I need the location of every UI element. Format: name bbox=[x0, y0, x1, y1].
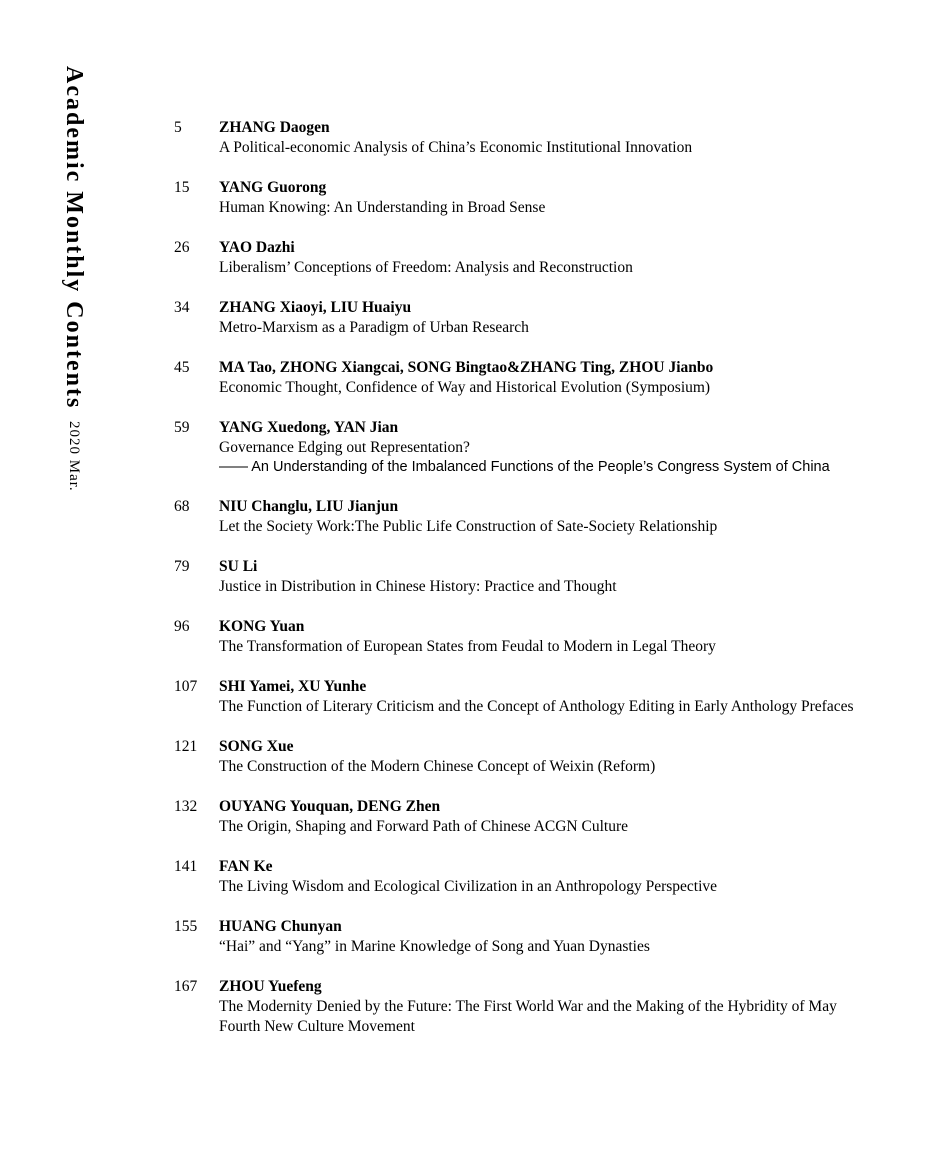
entry-title: The Construction of the Modern Chinese Concept of Weixin (Reform) bbox=[219, 758, 656, 775]
entry-title: Let the Society Work:The Public Life Construction of Sate-Society Relationship bbox=[219, 518, 718, 535]
entry-authors: FAN Ke bbox=[219, 858, 273, 875]
entry-authors: OUYANG Youquan, DENG Zhen bbox=[219, 798, 441, 815]
entry-title: Governance Edging out Representation? bbox=[219, 439, 470, 456]
journal-title: Academic Monthly Contents bbox=[61, 66, 87, 410]
entry-body bbox=[219, 857, 866, 897]
entry-title: The Transformation of European States from Feudal to Modern in Legal Theory bbox=[219, 638, 716, 655]
entry-authors: YAO Dazhi bbox=[219, 239, 295, 256]
entry-authors: SU Li bbox=[219, 558, 258, 575]
page-number: 141 bbox=[174, 858, 198, 875]
toc-entry bbox=[174, 857, 866, 897]
entry-body bbox=[219, 358, 866, 398]
page-number: 107 bbox=[174, 678, 198, 695]
toc-entry bbox=[174, 178, 866, 218]
page-number: 79 bbox=[174, 558, 190, 575]
entry-body bbox=[219, 118, 866, 158]
page-number: 15 bbox=[174, 179, 190, 196]
entry-body bbox=[219, 298, 866, 338]
journal-spine bbox=[60, 66, 87, 492]
toc-entry bbox=[174, 677, 866, 717]
toc-entry bbox=[174, 557, 866, 597]
toc-entry bbox=[174, 617, 866, 657]
toc-entry bbox=[174, 977, 866, 1037]
page-number: 59 bbox=[174, 419, 190, 436]
entry-title: The Function of Literary Criticism and the Concept of Anthology Editing in Early Anthology Prefaces bbox=[219, 698, 854, 715]
page-number: 167 bbox=[174, 978, 198, 995]
toc-entry bbox=[174, 358, 866, 398]
entry-body bbox=[219, 238, 866, 278]
toc-entry bbox=[174, 298, 866, 338]
entry-authors: YANG Xuedong, YAN Jian bbox=[219, 419, 399, 436]
entry-authors: MA Tao, ZHONG Xiangcai, SONG Bingtao&ZHANG Ting, ZHOU Jianbo bbox=[219, 359, 714, 376]
entry-title: Human Knowing: An Understanding in Broad Sense bbox=[219, 199, 546, 216]
entry-body bbox=[219, 497, 866, 537]
entry-subtitle: —— An Understanding of the Imbalanced Functions of the People’s Congress System of China bbox=[219, 459, 830, 475]
entry-title: The Living Wisdom and Ecological Civilization in an Anthropology Perspective bbox=[219, 878, 718, 895]
page-number: 34 bbox=[174, 299, 190, 316]
entry-title: Liberalism’ Conceptions of Freedom: Analysis and Reconstruction bbox=[219, 259, 633, 276]
page-number: 68 bbox=[174, 498, 190, 515]
entry-title: The Modernity Denied by the Future: The First World War and the Making of the Hybridity of May Fourth New Culture Movement bbox=[219, 998, 837, 1035]
entry-body bbox=[219, 617, 866, 657]
entry-body bbox=[219, 677, 866, 717]
entry-body bbox=[219, 557, 866, 597]
entry-authors: ZHANG Xiaoyi, LIU Huaiyu bbox=[219, 299, 412, 316]
entry-authors: KONG Yuan bbox=[219, 618, 305, 635]
entry-body bbox=[219, 797, 866, 837]
entry-body bbox=[219, 977, 866, 1037]
entry-body bbox=[219, 737, 866, 777]
toc-entry bbox=[174, 118, 866, 158]
entry-authors: YANG Guorong bbox=[219, 179, 327, 196]
entry-body bbox=[219, 418, 866, 477]
toc-entry bbox=[174, 497, 866, 537]
toc-list bbox=[174, 118, 866, 1057]
entry-authors: HUANG Chunyan bbox=[219, 918, 342, 935]
entry-body bbox=[219, 178, 866, 218]
toc-entry bbox=[174, 917, 866, 957]
entry-authors: ZHANG Daogen bbox=[219, 119, 330, 136]
entry-title: Economic Thought, Confidence of Way and Historical Evolution (Symposium) bbox=[219, 379, 711, 396]
toc-entry bbox=[174, 737, 866, 777]
page-number: 26 bbox=[174, 239, 190, 256]
page-number: 5 bbox=[174, 119, 182, 136]
entry-authors: ZHOU Yuefeng bbox=[219, 978, 322, 995]
toc-entry bbox=[174, 418, 866, 477]
entry-title: The Origin, Shaping and Forward Path of Chinese ACGN Culture bbox=[219, 818, 628, 835]
page-number: 155 bbox=[174, 918, 198, 935]
page-number: 132 bbox=[174, 798, 198, 815]
entry-authors: SONG Xue bbox=[219, 738, 294, 755]
entry-body bbox=[219, 917, 866, 957]
page-number: 121 bbox=[174, 738, 198, 755]
toc-entry bbox=[174, 238, 866, 278]
entry-title: “Hai” and “Yang” in Marine Knowledge of Song and Yuan Dynasties bbox=[219, 938, 650, 955]
entry-title: Justice in Distribution in Chinese History: Practice and Thought bbox=[219, 578, 617, 595]
journal-issue-date: 2020 Mar. bbox=[66, 421, 82, 492]
toc-entry bbox=[174, 797, 866, 837]
entry-authors: NIU Changlu, LIU Jianjun bbox=[219, 498, 399, 515]
entry-title: Metro-Marxism as a Paradigm of Urban Research bbox=[219, 319, 529, 336]
page-number: 96 bbox=[174, 618, 190, 635]
page-number: 45 bbox=[174, 359, 190, 376]
entry-authors: SHI Yamei, XU Yunhe bbox=[219, 678, 367, 695]
entry-title: A Political-economic Analysis of China’s Economic Institutional Innovation bbox=[219, 139, 693, 156]
